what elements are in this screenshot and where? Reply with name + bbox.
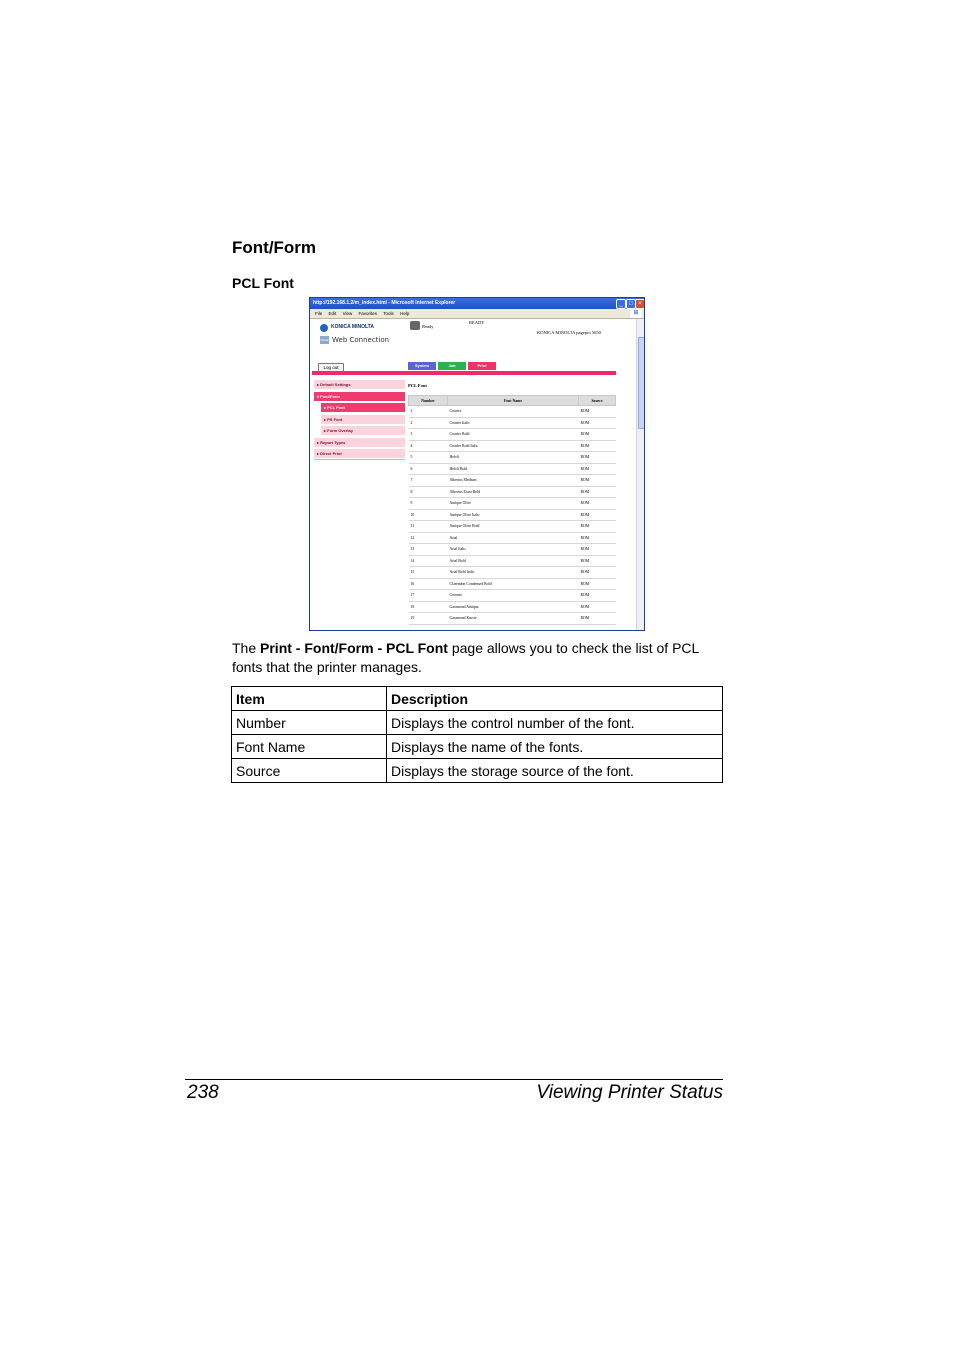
cell-font-name: Arial Italic <box>448 544 579 556</box>
page-number: 238 <box>187 1082 219 1103</box>
tab-system[interactable]: System <box>408 362 436 370</box>
cell-number: 6 <box>409 463 448 475</box>
table-row <box>409 590 616 602</box>
cell-source: ROM <box>579 509 616 521</box>
logout-button[interactable]: Log out <box>318 363 344 372</box>
sidebar-item-label: PCL Font <box>327 405 345 410</box>
table-row <box>232 735 723 759</box>
close-icon[interactable]: × <box>635 299 645 309</box>
cell-number: 12 <box>409 532 448 544</box>
column-number: Number <box>409 396 448 406</box>
cell-font-name: Garamond Antiqua <box>448 601 579 613</box>
table-row <box>409 613 616 625</box>
table-row <box>409 544 616 556</box>
tab-print[interactable]: Print <box>468 362 496 370</box>
section-title: Font/Form <box>232 238 317 257</box>
cell-source: ROM <box>579 613 616 625</box>
sidebar-divider <box>314 459 405 460</box>
sidebar-item-report-types[interactable]: ▸ Report Types <box>314 438 405 447</box>
panel-title: PCL Font <box>408 383 427 388</box>
cell-number: 19 <box>409 613 448 625</box>
sidebar-item-label: Report Types <box>320 439 346 445</box>
table-row <box>409 532 616 544</box>
cell-number: 15 <box>409 567 448 579</box>
sidebar-item-ps-font[interactable]: ▸ PS Font <box>321 415 405 424</box>
cell-source: ROM <box>579 601 616 613</box>
menu-favorites[interactable]: Favorites <box>358 311 378 316</box>
column-source: Source <box>579 396 616 406</box>
sidebar-item-direct-print[interactable]: ▸ Direct Print <box>314 449 405 458</box>
cell-source: ROM <box>579 406 616 418</box>
sidebar-item-font-form[interactable]: ▾ Font/Form <box>314 392 405 401</box>
cell-number: 2 <box>409 417 448 429</box>
sidebar-item-label: Font/Form <box>320 393 340 399</box>
table-row <box>409 475 616 487</box>
cell-source: ROM <box>579 544 616 556</box>
cell-source: ROM <box>579 440 616 452</box>
table-row <box>409 406 616 418</box>
cell-source: ROM <box>579 475 616 487</box>
cell-item: Source <box>232 759 387 783</box>
sidebar-item-label: PS Font <box>327 416 343 422</box>
paragraph-text: The <box>232 640 261 656</box>
cell-source: ROM <box>579 429 616 441</box>
cell-font-name: Albertus Extra Bold <box>448 486 579 498</box>
windows-logo-icon: ⊞ <box>630 309 642 318</box>
cell-font-name: Courier Italic <box>448 417 579 429</box>
cell-source: ROM <box>579 578 616 590</box>
cell-font-name: Helvlt <box>448 452 579 464</box>
printer-icon <box>410 321 420 330</box>
web-connection-label: Web Connection <box>332 336 390 344</box>
tab-underline-bar <box>312 371 616 375</box>
cell-font-name: Arial Bold <box>448 555 579 567</box>
cell-source: ROM <box>579 486 616 498</box>
brand-name: KONICA MINOLTA <box>331 324 374 330</box>
cell-source: ROM <box>579 463 616 475</box>
column-font-name: Font Name <box>448 396 579 406</box>
sidebar-item-default-settings[interactable]: ▸ Default Settings <box>314 380 405 389</box>
pagescope-logo: PAGE SCOPE <box>320 338 331 350</box>
cell-number: 7 <box>409 475 448 487</box>
cell-number: 5 <box>409 452 448 464</box>
table-row <box>409 555 616 567</box>
menu-file[interactable]: File <box>315 311 323 316</box>
window-title: http://192.168.1.2/m_index.html - Microsoft Internet Explorer <box>310 298 644 309</box>
subsection-title: PCL Font <box>232 275 294 291</box>
cell-source: ROM <box>579 498 616 510</box>
cell-font-name: Courier <box>448 406 579 418</box>
cell-source: ROM <box>579 532 616 544</box>
status-ready: READY <box>469 320 485 325</box>
table-row <box>409 578 616 590</box>
cell-font-name: Coronet <box>448 590 579 602</box>
cell-font-name: Helvlt Bold <box>448 463 579 475</box>
cell-number: 8 <box>409 486 448 498</box>
cell-number: 4 <box>409 440 448 452</box>
table-row <box>409 429 616 441</box>
cell-source: ROM <box>579 567 616 579</box>
table-row <box>409 509 616 521</box>
description-paragraph <box>232 639 732 677</box>
menu-edit[interactable]: Edit <box>328 311 337 316</box>
table-row <box>232 759 723 783</box>
table-row <box>409 601 616 613</box>
status-ready-small: Ready <box>422 324 434 329</box>
pcl-font-table <box>408 395 616 625</box>
font-rows <box>409 406 616 625</box>
paragraph-bold: Print - Font/Form - PCL Font <box>260 640 448 656</box>
cell-font-name: Antique Olive Bold <box>448 521 579 533</box>
description-table <box>231 686 723 783</box>
table-row <box>409 440 616 452</box>
cell-font-name: Courier Bold Italic <box>448 440 579 452</box>
cell-description: Displays the name of the fonts. <box>387 735 723 759</box>
cell-number: 13 <box>409 544 448 556</box>
tab-job[interactable]: Job <box>438 362 466 370</box>
cell-number: 9 <box>409 498 448 510</box>
sidebar-item-label: Direct Print <box>320 451 342 456</box>
cell-number: 18 <box>409 601 448 613</box>
cell-font-name: Antique Olive <box>448 498 579 510</box>
cell-font-name: Arial <box>448 532 579 544</box>
cell-source: ROM <box>579 452 616 464</box>
sidebar-item-pcl-font[interactable]: ▸ PCL Font <box>321 403 405 412</box>
sidebar-menu <box>314 380 405 461</box>
vertical-scrollbar[interactable] <box>636 319 644 630</box>
cell-source: ROM <box>579 555 616 567</box>
table-row <box>409 486 616 498</box>
sidebar-item-label: Form Overlay <box>327 428 353 433</box>
konica-minolta-logo-icon <box>320 324 328 332</box>
footer-rule <box>185 1079 723 1080</box>
cell-font-name: Garamond Kursiv <box>448 613 579 625</box>
table-row <box>409 498 616 510</box>
cell-number: 10 <box>409 509 448 521</box>
scrollbar-thumb[interactable] <box>638 337 645 429</box>
cell-source: ROM <box>579 521 616 533</box>
cell-source: ROM <box>579 417 616 429</box>
table-row <box>409 521 616 533</box>
cell-number: 1 <box>409 406 448 418</box>
table-row <box>409 417 616 429</box>
cell-number: 11 <box>409 521 448 533</box>
menu-tools[interactable]: Tools <box>383 311 394 316</box>
sidebar-item-label: Default Settings <box>320 382 351 387</box>
footer-title: Viewing Printer Status <box>536 1082 723 1103</box>
cell-font-name: Courier Bold <box>448 429 579 441</box>
browser-screenshot <box>309 297 645 631</box>
menu-help[interactable]: Help <box>400 311 410 316</box>
cell-description: Displays the control number of the font. <box>387 711 723 735</box>
table-row <box>409 463 616 475</box>
table-row <box>409 567 616 579</box>
printer-model: KONICA MINOLTA pagepro 5650 <box>537 330 601 335</box>
maximize-icon[interactable]: □ <box>626 299 636 309</box>
cell-font-name: Albertus Medium <box>448 475 579 487</box>
table-row <box>409 452 616 464</box>
sidebar-item-form-overlay[interactable]: ▸ Form Overlay <box>321 426 405 435</box>
header-item: Item <box>232 687 387 711</box>
cell-number: 17 <box>409 590 448 602</box>
menu-view[interactable]: View <box>342 311 353 316</box>
minimize-icon[interactable]: _ <box>616 299 626 309</box>
cell-item: Number <box>232 711 387 735</box>
cell-font-name: Clarendon Condensed Bold <box>448 578 579 590</box>
cell-description: Displays the storage source of the font. <box>387 759 723 783</box>
cell-number: 16 <box>409 578 448 590</box>
cell-font-name: Antique Olive Italic <box>448 509 579 521</box>
cell-number: 14 <box>409 555 448 567</box>
header-description: Description <box>387 687 723 711</box>
cell-font-name: Arial Bold Italic <box>448 567 579 579</box>
web-page <box>310 319 644 630</box>
paragraph-text: page allows you to check the list of PCL fonts that the printer manages. <box>232 640 699 675</box>
table-row <box>232 711 723 735</box>
menu-bar <box>310 309 644 319</box>
cell-item: Font Name <box>232 735 387 759</box>
cell-number: 3 <box>409 429 448 441</box>
cell-source: ROM <box>579 590 616 602</box>
